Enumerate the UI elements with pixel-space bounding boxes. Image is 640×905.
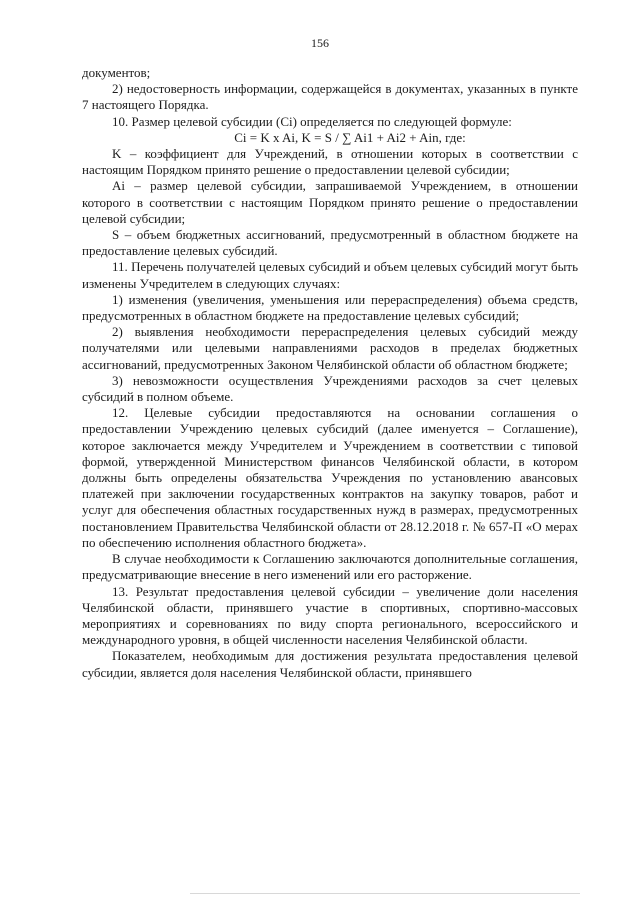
paragraph: 12. Целевые субсидии предоставляются на основании соглашения о предоставлении Учреждению целевых субсидий (далее именуется – Соглашение), которое заключается между Учредителем и Учреждением в соответствии с типовой формой, утвержденной Министерством финансов Челябинской области, в котором должны быть определены обязательства Учреждения по установлению авансовых платежей при заключении государственных контрактов на закупку товаров, работ и услуг для обеспечения областных государственных нужд в размерах, предусмотренных постановлением Правительства Челябинской области от 28.12.2018 г. № 657-П «О мерах по обеспечению исполнения областного бюджета». [82,405,578,550]
paragraph: K – коэффициент для Учреждений, в отношении которых в соответствии с настоящим Порядком принято решение о предоставлении целевой субсидии; [82,146,578,178]
page-edge-line [190,893,580,894]
paragraph: Ai – размер целевой субсидии, запрашиваемой Учреждением, в отношении которого в соответствии с настоящим Порядком принято решение о предоставлении целевой субсидии; [82,178,578,226]
paragraph: 1) изменения (увеличения, уменьшения или перераспределения) объема средств, предусмотренных в областном бюджете на предоставление целевых субсидий; [82,291,578,324]
paragraph: документов; [82,65,151,80]
paragraph: 10. Размер целевой субсидии (Ci) определяется по следующей формуле: [112,113,512,129]
document-body [82,65,578,681]
formula-line: Ci = K x Ai, K = S / ∑ Ai1 + Ai2 + Ain, где: [234,129,466,145]
paragraph: 2) недостоверность информации, содержащейся в документах, указанных в пункте 7 настоящего Порядка. [82,81,578,113]
page-number: 156 [311,36,329,50]
paragraph: S – объем бюджетных ассигнований, предусмотренный в областном бюджете на предоставление целевых субсидий. [82,227,578,259]
paragraph: В случае необходимости к Соглашению заключаются дополнительные соглашения, предусматривающие внесение в него изменений или его расторжение. [82,551,578,583]
paragraph: 2) выявления необходимости перераспределения целевых субсидий между получателями или целевыми направлениями расходов в пределах бюджетных ассигнований, предусмотренных Законом Челябинской области об областном бюджете; [82,324,578,372]
paragraph: 3) невозможности осуществления Учреждениями расходов за счет целевых субсидий в полном объеме. [82,372,578,405]
paragraph: 13. Результат предоставления целевой субсидии – увеличение доли населения Челябинской области, принявшего участие в спортивных, спортивно-массовых мероприятиях и соревнованиях по виду спорта регионального, всероссийского и международного уровня, в общей численности населения Челябинской области. [82,583,578,648]
paragraph: Показателем, необходимым для достижения результата предоставления целевой субсидии, является доля населения Челябинской области, принявшего [82,648,578,680]
paragraph: 11. Перечень получателей целевых субсидий и объем целевых субсидий могут быть изменены Учредителем в следующих случаях: [82,259,578,291]
